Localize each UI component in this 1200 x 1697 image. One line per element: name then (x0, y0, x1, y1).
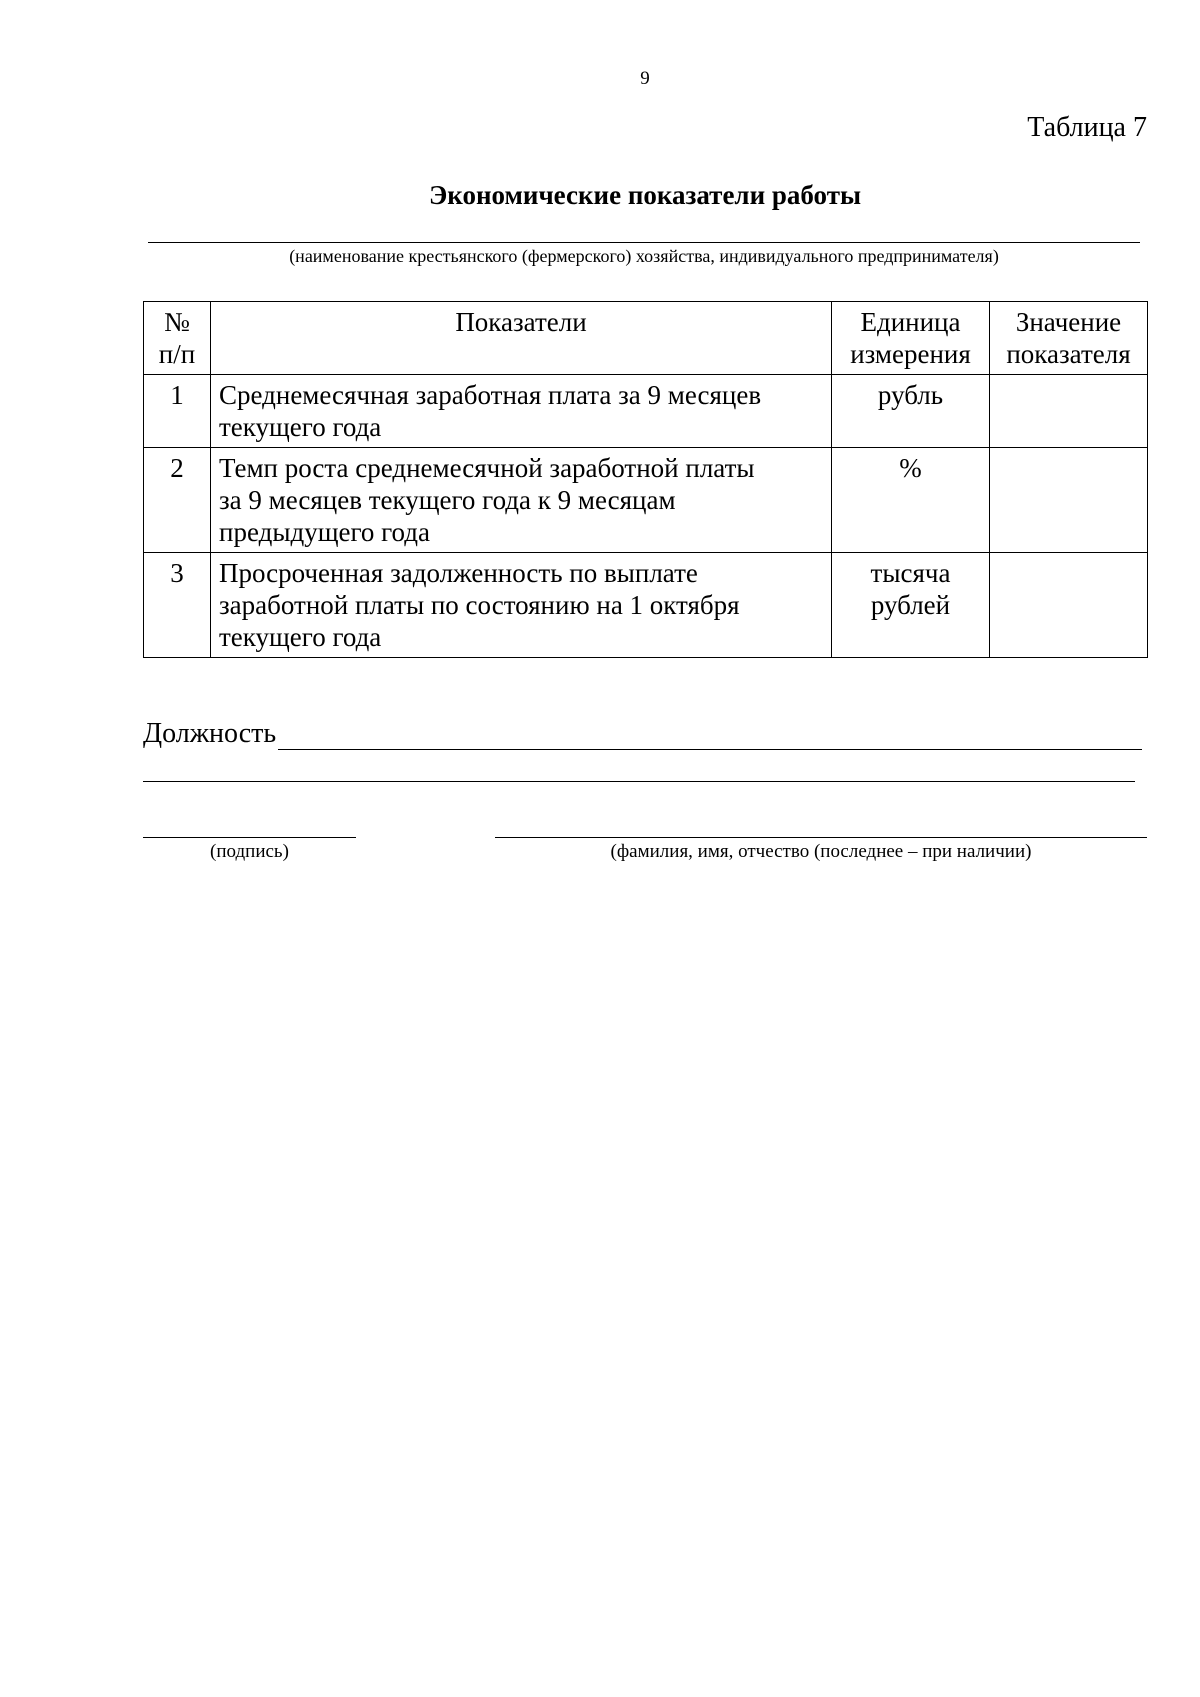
header-unit-line2: измерения (850, 339, 971, 369)
row-number: 3 (144, 553, 211, 658)
indicator-line: текущего года (219, 622, 382, 652)
unit-line: тысяча (870, 558, 951, 588)
row-unit (832, 553, 990, 658)
header-value-line1: Значение (1015, 307, 1122, 337)
table-row (144, 553, 1148, 658)
header-unit (832, 302, 990, 375)
indicator-line: Среднемесячная заработная плата за 9 месяцев (219, 380, 762, 410)
indicator-line: за 9 месяцев текущего года к 9 месяцам (219, 485, 676, 515)
indicator-line: предыдущего года (219, 517, 430, 547)
header-number (144, 302, 211, 375)
document-title: Экономические показатели работы (428, 180, 862, 210)
header-unit-line1: Единица (860, 307, 961, 337)
table-header-row (144, 302, 1148, 375)
row-unit (832, 448, 990, 553)
indicator-line: Просроченная задолженность по выплате (219, 558, 698, 588)
page-number: 9 (640, 68, 650, 89)
header-number-line2: п/п (158, 339, 196, 369)
unit-line: рублей (870, 590, 951, 620)
position-label: Должность (143, 718, 277, 749)
row-number: 2 (144, 448, 211, 553)
header-indicator: Показатели (211, 302, 832, 375)
row-value-cell[interactable] (990, 448, 1148, 553)
position-field-line-2[interactable] (143, 781, 1135, 782)
indicator-line: заработной платы по состоянию на 1 октября (219, 590, 740, 620)
row-unit (832, 375, 990, 448)
organization-caption: (наименование крестьянского (фермерского) хозяйства, индивидуального предпринимателя) (289, 246, 999, 266)
header-value-line2: показателя (1006, 339, 1131, 369)
indicators-table (143, 301, 1148, 658)
table-row (144, 448, 1148, 553)
row-number: 1 (144, 375, 211, 448)
row-indicator (211, 448, 832, 553)
indicator-line: текущего года (219, 412, 382, 442)
signature-line[interactable] (143, 837, 356, 838)
signature-caption: (подпись) (210, 841, 289, 862)
unit-line: рубль (877, 380, 944, 410)
table-label: Таблица 7 (1027, 112, 1147, 143)
header-value (990, 302, 1148, 375)
indicator-line: Темп роста среднемесячной заработной платы (219, 453, 755, 483)
row-value-cell[interactable] (990, 553, 1148, 658)
row-indicator (211, 375, 832, 448)
unit-line: % (899, 453, 922, 483)
header-number-line1: № (164, 307, 190, 337)
position-field-line[interactable] (278, 749, 1142, 750)
table-row (144, 375, 1148, 448)
full-name-line[interactable] (495, 837, 1147, 838)
row-value-cell[interactable] (990, 375, 1148, 448)
row-indicator (211, 553, 832, 658)
full-name-caption: (фамилия, имя, отчество (последнее – при наличии) (610, 841, 1032, 862)
organization-name-line (148, 242, 1140, 243)
